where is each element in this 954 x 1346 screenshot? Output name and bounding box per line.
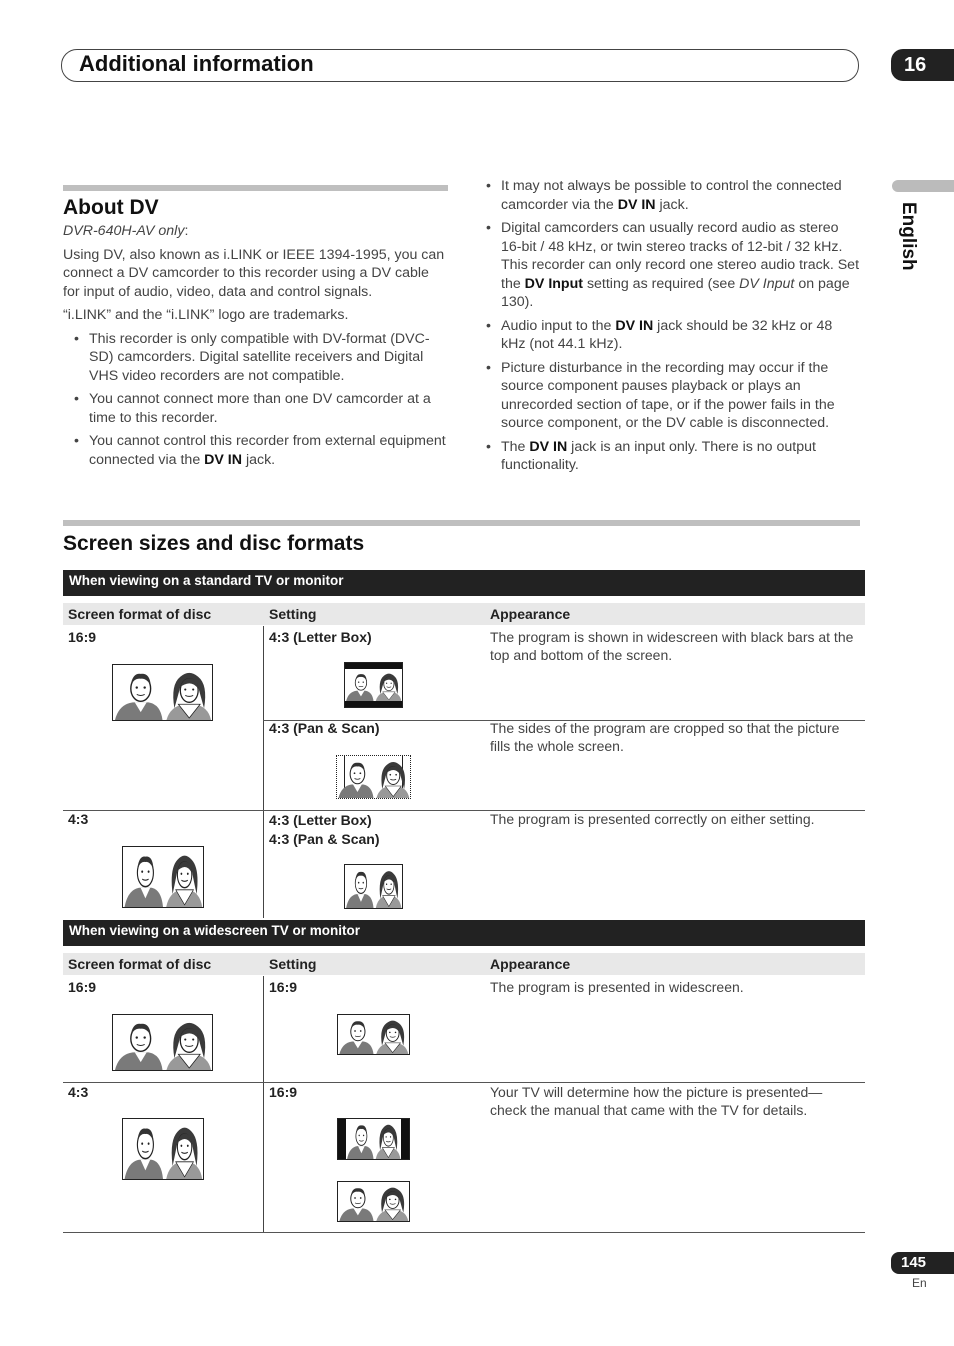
- bullet-text: setting as required (see: [583, 275, 740, 292]
- bullet-keyword: DV IN: [617, 196, 656, 213]
- bullet-item: [486, 177, 860, 214]
- std-row1a-appearance: The program is shown in widescreen with black bars at the top and bottom of the screen.: [490, 629, 854, 663]
- tv-illustration: [344, 864, 403, 909]
- std-row1-format: 16:9: [68, 629, 97, 645]
- bullet-item: [486, 438, 860, 475]
- bullet-text: jack.: [242, 451, 276, 468]
- bullet-keyword: DV Input: [524, 275, 583, 292]
- tv-illustration: [337, 1181, 410, 1222]
- bullet-text: jack.: [655, 196, 689, 213]
- section-rule-about-dv: [63, 185, 448, 191]
- bullet-item: • You cannot connect more than one DV camcorder at a time to this recorder.: [63, 390, 448, 427]
- tv-illustration: [337, 1118, 410, 1160]
- chapter-number-badge: 16: [891, 49, 954, 81]
- section-rule-screen-sizes: [63, 520, 860, 526]
- tv-illustration: [112, 1014, 213, 1071]
- col-header-setting: Setting: [269, 606, 317, 622]
- tv-illustration: [112, 664, 213, 721]
- bullet-keyword: DV IN: [529, 438, 568, 455]
- std-row1b-setting: 4:3 (Pan & Scan): [269, 720, 380, 736]
- standard-tv-table-header: [63, 603, 865, 625]
- header-title: Additional information: [79, 51, 314, 76]
- bullet-text: The: [501, 438, 530, 455]
- model-note: [63, 222, 448, 241]
- std-row2-appearance: The program is presented correctly on either setting.: [490, 811, 815, 827]
- tv-illustration: [337, 1014, 410, 1055]
- bullet-text: Audio input to the: [501, 317, 616, 334]
- standard-tv-table-title: When viewing on a standard TV or monitor: [63, 570, 865, 596]
- model-note-colon: :: [184, 223, 189, 239]
- std-row1b-appearance: The sides of the program are cropped so that the picture fills the whole screen.: [490, 720, 840, 754]
- col-header-format: Screen format of disc: [68, 606, 212, 622]
- bullet-item: [486, 317, 860, 354]
- bullet-item: • This recorder is only compatible with DV-format (DVC-SD) camcorders. Digital satellite receivers and Digital VHS video recorders are not compatible.: [63, 330, 448, 386]
- about-dv-intro: Using DV, also known as i.LINK or IEEE 1394-1995, you can connect a DV camcorder to this recorder using a DV cable for input of audio, video, data and control signals.: [63, 246, 445, 300]
- about-dv-left-bullets: [63, 330, 448, 470]
- page-number-badge: 145: [891, 1252, 954, 1274]
- bullet-item: [63, 432, 448, 469]
- col-header-appearance: Appearance: [490, 956, 571, 972]
- bullet-text: on page 130).: [501, 275, 850, 310]
- bullet-text: jack should be 32 kHz or 48 kHz (not 44.1 kHz).: [501, 317, 833, 352]
- wide-row1-setting: 16:9: [269, 979, 298, 995]
- std-row2-format: 4:3: [68, 811, 89, 827]
- tv-illustration: [122, 846, 204, 908]
- wide-row2-appearance: Your TV will determine how the picture is presented—check the manual that came with the TV for details.: [490, 1084, 823, 1118]
- bullet-text: jack is an input only. There is no output functionality.: [501, 438, 816, 473]
- widescreen-tv-table-title: When viewing on a widescreen TV or monitor: [63, 920, 865, 946]
- table-bottom-rule: [63, 1232, 865, 1233]
- screen-sizes-title: Screen sizes and disc formats: [63, 532, 365, 555]
- std-row1a-setting: 4:3 (Letter Box): [269, 629, 372, 645]
- trademark-note: “i.LINK” and the “i.LINK” logo are trademarks.: [63, 307, 349, 323]
- bullet-italic: DV Input: [739, 275, 795, 292]
- bullet-text: You cannot control this recorder from external equipment connected via the: [89, 433, 446, 468]
- tv-illustration: [122, 1118, 204, 1180]
- bullet-item: [486, 219, 860, 312]
- bullet-item: • Picture disturbance in the recording may occur if the source component pauses playback or plays an unrecorded section of tape, or if the power fails in the source component, or the DV cable is disconnected.: [486, 359, 860, 433]
- page-language-code: En: [912, 1276, 927, 1290]
- bullet-text: Digital camcorders can usually record audio as stereo 16-bit / 48 kHz, or twin stereo tracks of 12-bit / 32 kHz. This recorder can only record one stereo audio track. Set the: [501, 220, 860, 292]
- tv-illustration: [336, 755, 411, 799]
- col-header-format: Screen format of disc: [68, 956, 212, 972]
- column-divider: [263, 626, 264, 918]
- about-dv-right-column: [486, 177, 860, 480]
- bullet-text: It may not always be possible to control the connected camcorder via the: [501, 178, 842, 213]
- model-note-text: DVR-640H-AV only: [63, 223, 185, 239]
- column-divider: [263, 976, 264, 1233]
- wide-row2-setting: 16:9: [269, 1084, 298, 1100]
- language-tab-bar: [892, 180, 954, 192]
- wide-row2-format: 4:3: [68, 1084, 89, 1100]
- bullet-keyword: DV IN: [204, 451, 242, 468]
- about-dv-right-bullets: [486, 177, 860, 475]
- about-dv-left-column: [63, 222, 448, 474]
- col-header-appearance: Appearance: [490, 606, 571, 622]
- std-row2-setting: 4:3 (Letter Box) 4:3 (Pan & Scan): [269, 812, 380, 847]
- about-dv-title: About DV: [63, 196, 159, 219]
- widescreen-tv-table-header: [63, 953, 865, 975]
- bullet-keyword: DV IN: [615, 317, 654, 334]
- language-tab-label: English: [898, 202, 919, 271]
- col-header-setting: Setting: [269, 956, 317, 972]
- tv-illustration: [344, 662, 403, 708]
- wide-row1-format: 16:9: [68, 979, 97, 995]
- wide-row1-appearance: The program is presented in widescreen.: [490, 979, 744, 995]
